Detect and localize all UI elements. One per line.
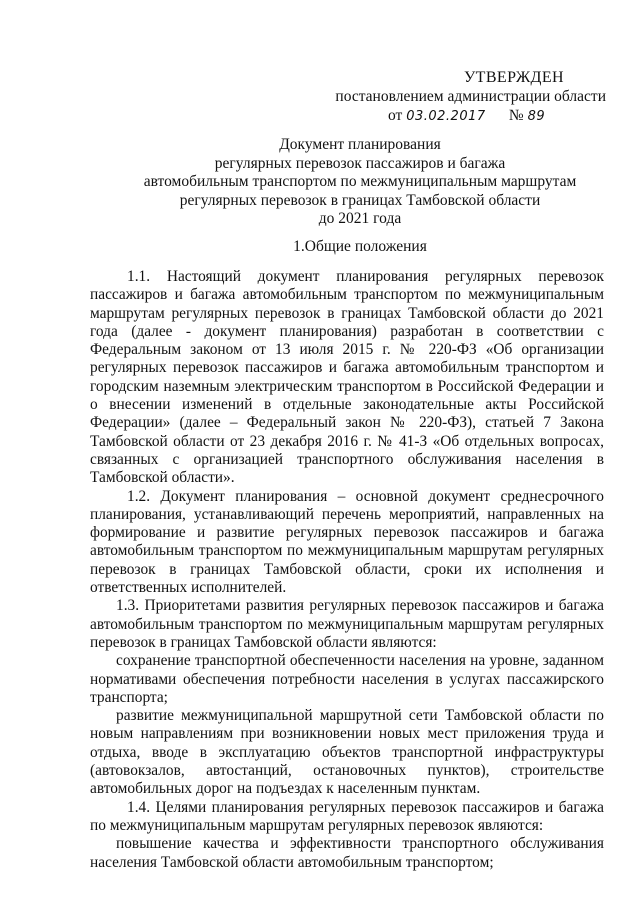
document-title-line: Документ планирования — [279, 136, 441, 153]
approval-date-line — [388, 106, 610, 126]
approval-title: УТВЕРЖДЕН — [463, 69, 564, 86]
number-prefix: № — [508, 107, 524, 124]
date-prefix: от — [388, 107, 403, 124]
approval-authority: постановлением администрации области — [335, 88, 606, 105]
document-title-line: регулярных перевозок в границах Тамбовской области — [179, 191, 541, 209]
handwritten-number: 89 — [527, 109, 546, 124]
list-item-quality: повышение качества и эффективности транспортного обслуживания населения Тамбовской области автомобильным транспортом; — [90, 835, 604, 871]
paragraph-1-4: 1.4. Целями планирования регулярных перевозок пассажиров и багажа по межмуниципальным маршрутам регулярных перевозок являются: — [90, 798, 604, 834]
document-title-line: регулярных перевозок пассажиров и багажа — [214, 154, 506, 172]
paragraph-1-2: 1.2. Документ планирования – основной документ среднесрочного планирования, устанавливающий перечень мероприятий, направленных на формирование и развитие регулярных перевозок пассажиров и багажа автомобильным транспортом по межмуниципальным маршрутам регулярных перевозок в границах Тамбовской области, сроки их исполнения и ответственных исполнителей. — [90, 487, 604, 597]
document-title — [100, 136, 620, 229]
list-item-development: развитие межмуниципальной маршрутной сети Тамбовской области по новым направлениям при возникновении новых мест приложения труда и отдыха, вводе в эксплуатацию объектов транспортной инфраструктуры (автовокзалов, автостанций, остановочных пунктов), строительстве автомобильных дорог на подъездах к населенным пунктам. — [90, 707, 604, 798]
document-title-line: до 2021 года — [318, 210, 402, 228]
list-item-preservation: сохранение транспортной обеспеченности населения на уровне, заданном нормативами обеспечения потребности населения в услугах пассажирского транспорта; — [90, 652, 604, 706]
document-body — [90, 268, 604, 872]
paragraph-1-3: 1.3. Приоритетами развития регулярных перевозок пассажиров и багажа автомобильным транспортом по межмуниципальным маршрутам регулярных перевозок в границах Тамбовской области являются: — [90, 597, 604, 651]
section-heading: 1.Общие положения — [293, 238, 427, 255]
document-title-line: автомобильным транспортом по межмуниципальным маршрутам — [143, 173, 577, 191]
handwritten-date: 03.02.2017 — [406, 109, 486, 124]
approval-stamp — [330, 68, 610, 126]
paragraph-1-1: 1.1. Настоящий документ планирования регулярных перевозок пассажиров и багажа автомобильным транспортом по межмуниципальным маршрутам регулярных перевозок в границах Тамбовской области до 2021 года (далее - документ планирования) разработан в соответствии с Федеральным законом от 13 июля 2015 г. № 220-ФЗ «Об организации регулярных перевозок пассажиров и багажа автомобильным транспортом и городским наземным электрическим транспортом в Российской Федерации и о внесении изменений в отдельные законодательные акты Российской Федерации» (далее – Федеральный закон № 220-ФЗ), статьей 7 Закона Тамбовской области от 23 декабря 2016 г. № 41-З «Об отдельных вопросах, связанных с организацией транспортного обслуживания населения в Тамбовской области». — [90, 268, 604, 487]
